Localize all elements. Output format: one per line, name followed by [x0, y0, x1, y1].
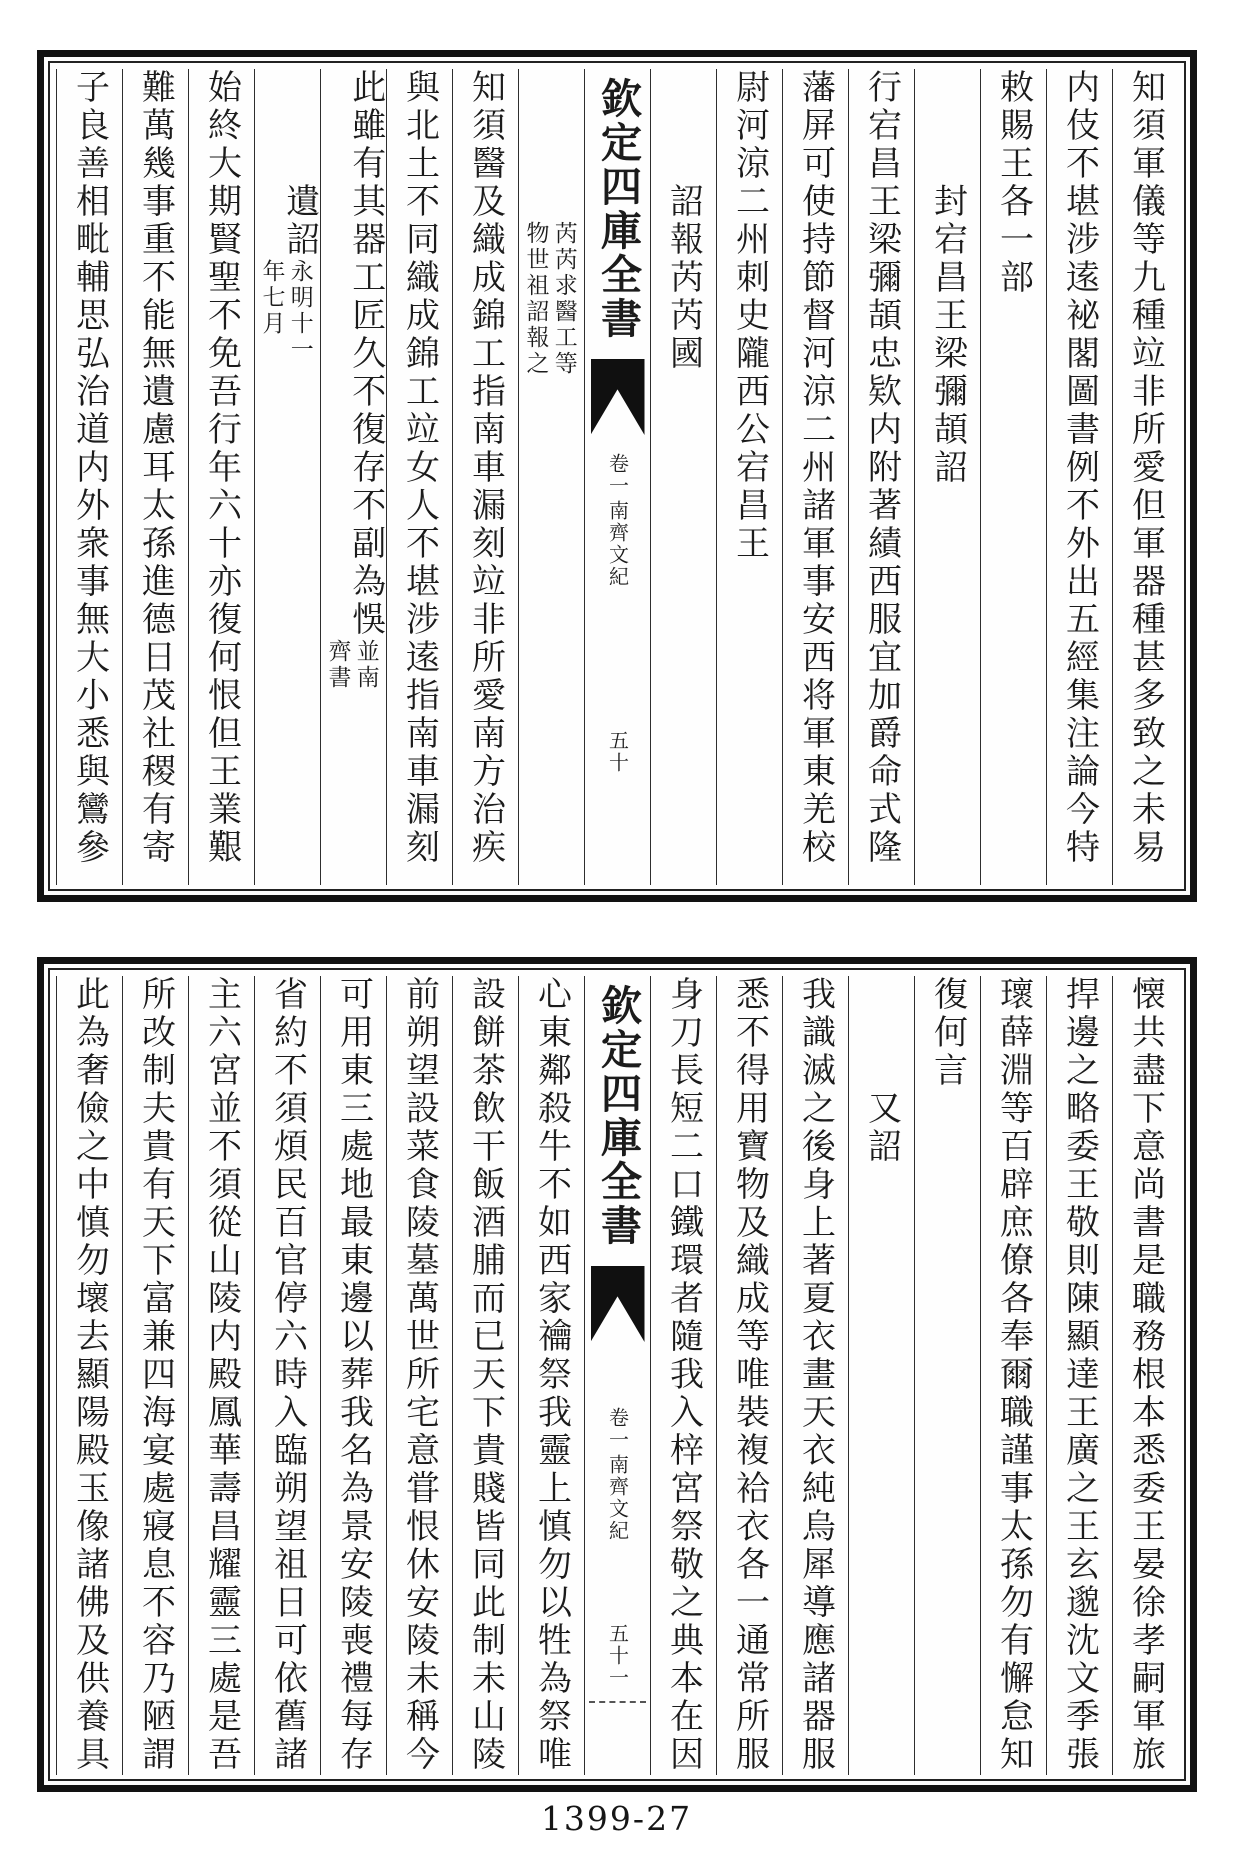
- column-text: [522, 221, 581, 377]
- banxin-volume-book: [607, 453, 629, 588]
- interlinear-note: [258, 259, 312, 363]
- text-frame: [48, 968, 1186, 1781]
- text-column: [716, 976, 782, 1775]
- note-line: 永明十一: [286, 259, 313, 363]
- text-column: [1112, 69, 1178, 885]
- column-text: 子良善相毗輔思弘治道内外衆事無大小悉與鸞參: [69, 69, 110, 867]
- text-column: [518, 976, 584, 1775]
- column-text: 所改制夫貴有天下富兼四海宴處寢息不容乃陋謂: [135, 976, 176, 1774]
- text-column: [1046, 976, 1112, 1775]
- banxin-volume-book: [607, 1407, 629, 1542]
- page-leaf-top: [37, 50, 1197, 902]
- column-text: 悉不得用寶物及織成等唯裝複袷衣各一通常所服: [729, 976, 770, 1774]
- column-text: 可用東三處地最東邊以葬我名為景安陵喪禮每存: [333, 976, 374, 1774]
- column-text: 始終大期賢聖不免吾行年六十亦復何恨但王業艱: [201, 69, 242, 867]
- text-column: [782, 976, 848, 1775]
- text-column: [1046, 69, 1112, 885]
- banxin-volume: 卷一: [605, 1407, 630, 1452]
- text-column: [848, 976, 914, 1775]
- column-text: 設餅茶飲干飯酒脯而已天下貴賤皆同此制未山陵: [465, 976, 506, 1774]
- text-column: [320, 69, 386, 885]
- column-text: 知須軍儀等九種竝非所愛但軍器種甚多致之未易: [1125, 69, 1166, 867]
- column-text: 遺詔 永明十一 年七月: [258, 183, 320, 363]
- banxin-book-title: 南齊文紀: [605, 499, 630, 588]
- folio-number: 五十一: [605, 1623, 630, 1690]
- column-text: 前朔望設菜食陵墓萬世所宅意甞恨休安陵未稱今: [399, 976, 440, 1774]
- text-column: [56, 69, 122, 885]
- banxin-volume: 卷一: [605, 452, 630, 497]
- text-column: [320, 976, 386, 1775]
- column-text: 捍邊之略委王敬則陳顯達王廣之王玄邈沈文季張: [1059, 976, 1100, 1774]
- column-text: 内伎不堪涉逺袐閣圖書例不外出五經集注論今特: [1059, 69, 1100, 867]
- column-text: 我識滅之後身上著夏衣畫天衣純烏犀導應諸器服: [795, 976, 836, 1774]
- column-text: 省約不須煩民百官停六時入臨朔望祖日可依舊諸: [267, 976, 308, 1774]
- column-text: 與北土不同織成錦工竝女人不堪涉逺指南車漏刻: [399, 69, 440, 867]
- text-column: [650, 976, 716, 1775]
- note-line: 物世祖詔報之: [522, 221, 549, 377]
- folio-number: 五十: [605, 729, 630, 774]
- column-text: 又詔: [861, 1090, 902, 1166]
- column-text: 行宕昌王梁彌頡忠欵内附著績西服宜加爵命式隆: [861, 69, 902, 867]
- page-leaf-bottom: [37, 957, 1197, 1792]
- column-text: 詔報芮芮國: [663, 183, 704, 373]
- note-line: 芮芮求醫工等: [550, 221, 577, 377]
- folio-divider: [589, 1701, 646, 1703]
- column-text: 心東鄰殺牛不如西家禴祭我靈上慎勿以牲為祭唯: [531, 976, 572, 1774]
- text-column: [56, 976, 122, 1775]
- column-text: 主六宮並不須從山陵内殿鳳華壽昌耀靈三處是吾: [201, 976, 242, 1774]
- note-line: 並南: [352, 639, 379, 691]
- column-text: 藩屏可使持節督河涼二州諸軍事安西将軍東羌校: [795, 69, 836, 867]
- text-column: [254, 976, 320, 1775]
- text-column: [980, 976, 1046, 1775]
- interlinear-note: [522, 221, 576, 377]
- banxin-column: [584, 976, 650, 1775]
- column-text: 此雖有其器工匠久不復存不副為悞 並南 齊書: [324, 69, 386, 691]
- column-text: 此為奢儉之中慎勿壞去顯陽殿玉像諸佛及供養具: [69, 976, 110, 1774]
- interlinear-note: [324, 639, 378, 691]
- column-text: 懐共盡下意尚書是職務根本悉委王晏徐孝嗣軍旅: [1125, 976, 1166, 1774]
- text-column: [782, 69, 848, 885]
- annotation-column: [518, 69, 584, 885]
- text-frame: [48, 61, 1186, 891]
- banxin-volume-book-pair: [607, 453, 629, 588]
- column-text: 封宕昌王梁彌頡詔: [927, 183, 968, 487]
- column-text: 身刀長短二口鐵環者隨我入梓宮祭敬之典本在因: [663, 976, 704, 1774]
- column-text: 知須醫及織成錦工指南車漏刻竝非所愛南方治疾: [465, 69, 506, 867]
- text-column: [914, 69, 980, 885]
- text-column: [122, 69, 188, 885]
- text-column: [452, 69, 518, 885]
- banxin-book-title: 南齊文紀: [605, 1454, 630, 1543]
- fishtail-mark-icon: [591, 1266, 645, 1342]
- column-text: 復何言: [927, 976, 968, 1090]
- page-number: 1399-27: [540, 1799, 693, 1838]
- column-text: 難萬幾事重不能無遺慮耳太孫進德日茂社稷有寄: [135, 69, 176, 867]
- text-column: [254, 69, 320, 885]
- banxin-column: [584, 69, 650, 885]
- banxin-title: 欽定四庫全書: [594, 77, 642, 341]
- text-column: [1112, 976, 1178, 1775]
- text-column: [452, 976, 518, 1775]
- note-line: 年七月: [258, 259, 285, 337]
- text-column: [386, 69, 452, 885]
- text-column: [848, 69, 914, 885]
- text-column: [650, 69, 716, 885]
- text-column: [188, 69, 254, 885]
- banxin-title: 欽定四庫全書: [594, 984, 642, 1248]
- text-column: [386, 976, 452, 1775]
- column-text: 瓌薛淵等百辟庶僚各奉爾職謹事太孫勿有懈怠知: [993, 976, 1034, 1774]
- text-column: [914, 976, 980, 1775]
- text-column: [122, 976, 188, 1775]
- text-column: [716, 69, 782, 885]
- note-line: 齊書: [324, 639, 351, 691]
- column-text: 尉河涼二州刺史隴西公宕昌王: [729, 69, 770, 563]
- text-column: [980, 69, 1046, 885]
- column-text: 敕賜王各一部: [993, 69, 1034, 297]
- banxin-volume-book-pair: [607, 1407, 629, 1542]
- text-column: [188, 976, 254, 1775]
- fishtail-mark-icon: [591, 359, 645, 435]
